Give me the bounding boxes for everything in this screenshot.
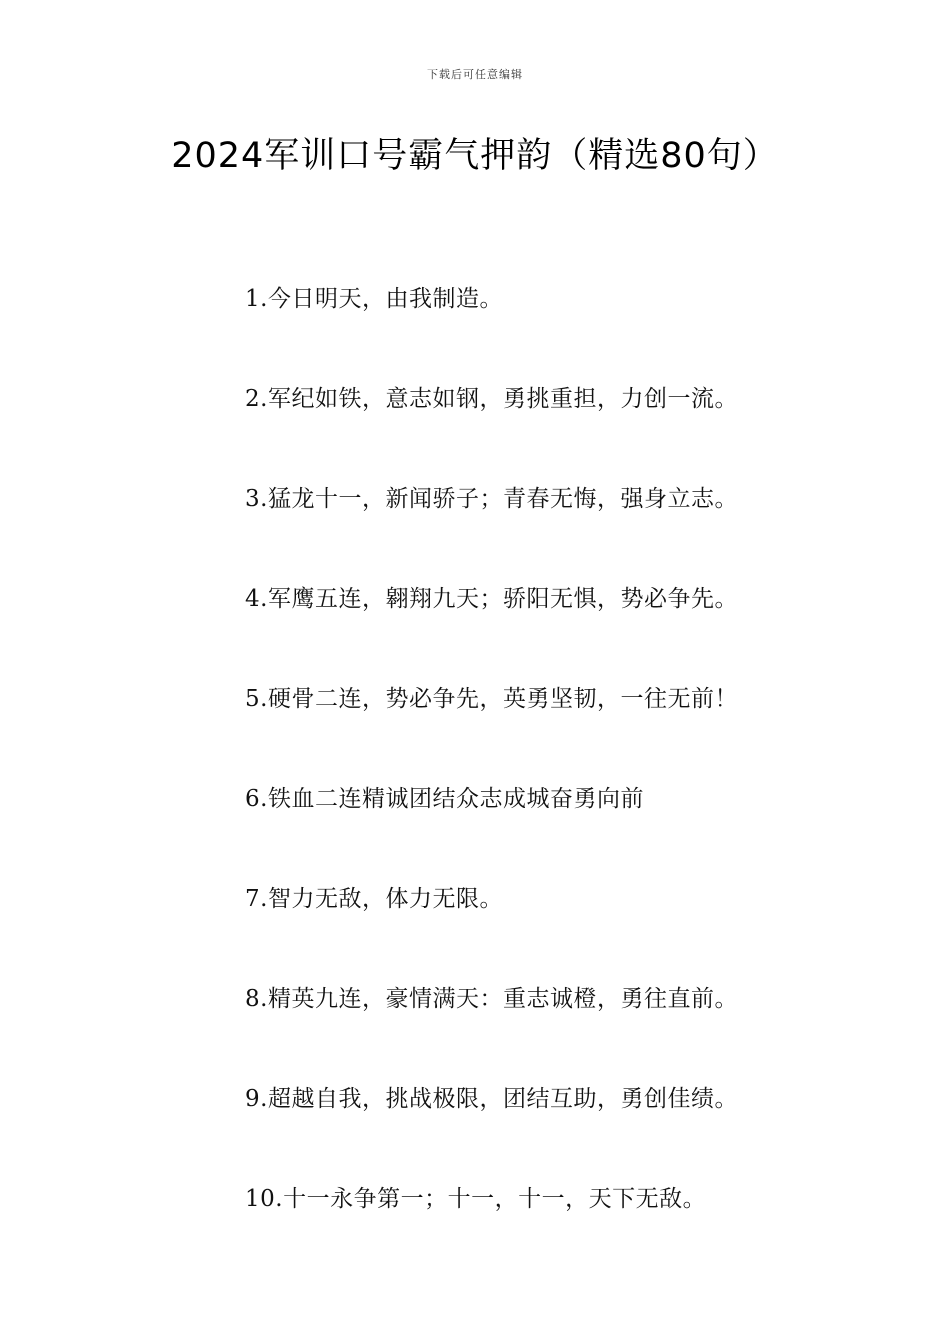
- slogan-item: 3.猛龙十一，新闻骄子；青春无悔，强身立志。: [245, 486, 738, 512]
- slogan-item: 7.智力无敌，体力无限。: [245, 886, 503, 912]
- slogan-item: 1.今日明天，由我制造。: [245, 286, 503, 312]
- slogan-item: 4.军鹰五连，翱翔九天；骄阳无惧，势必争先。: [245, 586, 738, 612]
- slogan-item: 5.硬骨二连，势必争先，英勇坚韧，一往无前！: [245, 686, 738, 712]
- document-title: 2024军训口号霸气押韵（精选80句）: [171, 136, 779, 176]
- slogan-item: 2.军纪如铁，意志如钢，勇挑重担，力创一流。: [245, 386, 738, 412]
- slogan-list: [245, 282, 925, 1282]
- slogan-item: 6.铁血二连精诚团结众志成城奋勇向前: [245, 786, 644, 812]
- slogan-item: 10.十一永争第一；十一，十一，天下无敌。: [245, 1186, 707, 1212]
- header-note: 下载后可任意编辑: [427, 68, 523, 81]
- slogan-item: 8.精英九连，豪情满天：重志诚橙，勇往直前。: [245, 986, 738, 1012]
- slogan-item: 9.超越自我，挑战极限，团结互助，勇创佳绩。: [245, 1086, 738, 1112]
